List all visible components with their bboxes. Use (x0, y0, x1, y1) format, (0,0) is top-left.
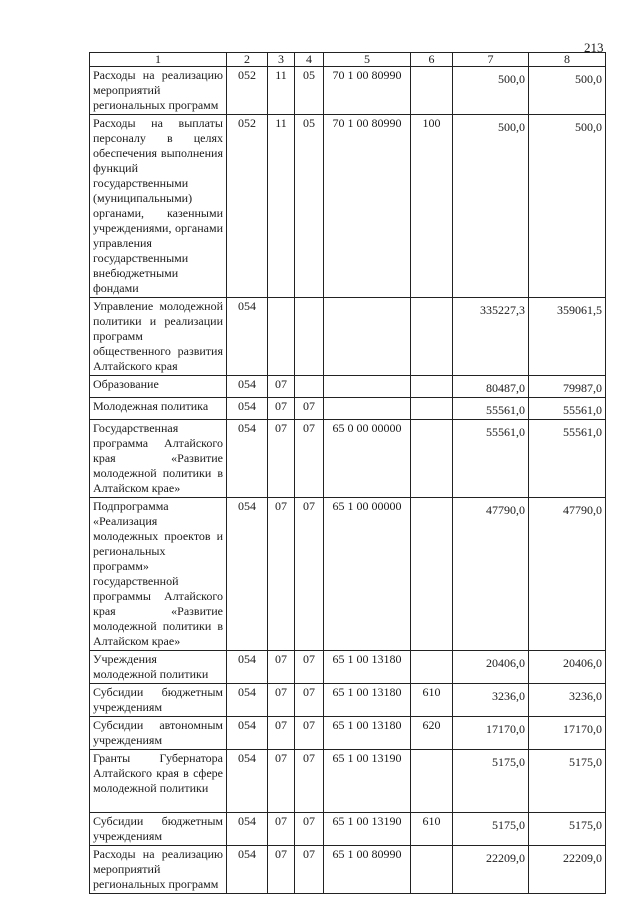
row-amount-col8: 17170,0 (529, 717, 606, 750)
table-row (90, 298, 606, 376)
row-admin-code: 054 (227, 813, 268, 846)
row-amount-col8: 500,0 (529, 67, 606, 115)
row-section-code: 07 (268, 420, 295, 498)
row-target-article: 65 1 00 13180 (324, 651, 411, 684)
row-target-article: 65 1 00 13190 (324, 813, 411, 846)
row-expense-type (411, 67, 453, 115)
row-subsection-code: 07 (295, 684, 324, 717)
row-expense-type: 620 (411, 717, 453, 750)
row-name: Расходы на реализацию мероприятий региональных программ (90, 846, 227, 894)
row-expense-type (411, 420, 453, 498)
table-row (90, 846, 606, 894)
row-amount-col7: 22209,0 (453, 846, 529, 894)
row-subsection-code (295, 298, 324, 376)
row-amount-col8: 5175,0 (529, 813, 606, 846)
row-amount-col8: 3236,0 (529, 684, 606, 717)
row-name: Государственная программа Алтайского края «Развитие молодежной политики в Алтайском крае» (90, 420, 227, 498)
column-header: 2 (227, 53, 268, 67)
row-section-code: 07 (268, 651, 295, 684)
row-subsection-code: 07 (295, 651, 324, 684)
row-expense-type (411, 398, 453, 420)
table-row (90, 398, 606, 420)
table-row (90, 115, 606, 298)
row-target-article: 65 1 00 13180 (324, 717, 411, 750)
row-name: Расходы на выплаты персоналу в целях обеспечения выполнения функций государственными (муниципальными) органами, казенными учреждениями, органами управления государственными внебюджетными фондами (90, 115, 227, 298)
row-admin-code: 052 (227, 67, 268, 115)
row-section-code: 07 (268, 398, 295, 420)
row-admin-code: 054 (227, 684, 268, 717)
row-admin-code: 054 (227, 376, 268, 398)
row-target-article: 70 1 00 80990 (324, 67, 411, 115)
row-amount-col7: 55561,0 (453, 420, 529, 498)
row-expense-type (411, 846, 453, 894)
row-target-article (324, 376, 411, 398)
column-header: 3 (268, 53, 295, 67)
row-expense-type (411, 651, 453, 684)
row-admin-code: 054 (227, 298, 268, 376)
row-section-code: 07 (268, 684, 295, 717)
row-subsection-code: 07 (295, 717, 324, 750)
row-section-code: 07 (268, 717, 295, 750)
row-amount-col7: 335227,3 (453, 298, 529, 376)
row-target-article: 65 1 00 13180 (324, 684, 411, 717)
row-amount-col8: 55561,0 (529, 420, 606, 498)
row-target-article: 65 1 00 80990 (324, 846, 411, 894)
row-admin-code: 054 (227, 717, 268, 750)
row-expense-type (411, 750, 453, 813)
table-row (90, 498, 606, 651)
table-row (90, 750, 606, 813)
row-amount-col7: 3236,0 (453, 684, 529, 717)
column-header: 4 (295, 53, 324, 67)
row-amount-col8: 47790,0 (529, 498, 606, 651)
row-admin-code: 054 (227, 750, 268, 813)
row-admin-code: 054 (227, 651, 268, 684)
page-number: 213 (584, 40, 604, 55)
column-header: 7 (453, 53, 529, 67)
row-amount-col7: 47790,0 (453, 498, 529, 651)
row-section-code: 07 (268, 846, 295, 894)
row-section-code (268, 298, 295, 376)
row-amount-col7: 80487,0 (453, 376, 529, 398)
row-amount-col8: 500,0 (529, 115, 606, 298)
column-header: 5 (324, 53, 411, 67)
table-row (90, 376, 606, 398)
table-header-row (90, 53, 606, 67)
row-name: Субсидии бюджетным учреждениям (90, 813, 227, 846)
column-header: 1 (90, 53, 227, 67)
row-expense-type: 610 (411, 684, 453, 717)
row-amount-col7: 500,0 (453, 67, 529, 115)
row-subsection-code: 07 (295, 398, 324, 420)
row-name: Учреждения молодежной политики (90, 651, 227, 684)
row-subsection-code: 05 (295, 67, 324, 115)
row-subsection-code: 07 (295, 846, 324, 894)
table-row (90, 717, 606, 750)
row-expense-type: 610 (411, 813, 453, 846)
row-amount-col8: 5175,0 (529, 750, 606, 813)
row-admin-code: 054 (227, 498, 268, 651)
row-subsection-code (295, 376, 324, 398)
row-target-article (324, 398, 411, 420)
row-name: Субсидии автономным учреждениям (90, 717, 227, 750)
row-target-article (324, 298, 411, 376)
row-section-code: 11 (268, 67, 295, 115)
table-row (90, 813, 606, 846)
row-amount-col8: 359061,5 (529, 298, 606, 376)
row-section-code: 07 (268, 498, 295, 651)
row-amount-col7: 20406,0 (453, 651, 529, 684)
row-target-article: 65 1 00 00000 (324, 498, 411, 651)
row-amount-col7: 55561,0 (453, 398, 529, 420)
row-amount-col7: 500,0 (453, 115, 529, 298)
row-amount-col7: 17170,0 (453, 717, 529, 750)
row-amount-col8: 20406,0 (529, 651, 606, 684)
row-section-code: 07 (268, 750, 295, 813)
column-header: 6 (411, 53, 453, 67)
row-name: Гранты Губернатора Алтайского края в сфере молодежной политики (90, 750, 227, 813)
row-target-article: 65 1 00 13190 (324, 750, 411, 813)
row-amount-col8: 55561,0 (529, 398, 606, 420)
row-name: Расходы на реализацию мероприятий региональных программ (90, 67, 227, 115)
table-row (90, 67, 606, 115)
row-target-article: 70 1 00 80990 (324, 115, 411, 298)
row-name: Молодежная политика (90, 398, 227, 420)
row-name: Субсидии бюджетным учреждениям (90, 684, 227, 717)
row-subsection-code: 07 (295, 813, 324, 846)
row-amount-col8: 22209,0 (529, 846, 606, 894)
row-subsection-code: 07 (295, 498, 324, 651)
row-name: Подпрограмма «Реализация молодежных проектов и региональных программ» государственной программы Алтайского края «Развитие молодежной политики в Алтайском крае» (90, 498, 227, 651)
row-admin-code: 054 (227, 398, 268, 420)
row-amount-col7: 5175,0 (453, 750, 529, 813)
row-admin-code: 052 (227, 115, 268, 298)
table-row (90, 420, 606, 498)
row-expense-type (411, 298, 453, 376)
row-admin-code: 054 (227, 846, 268, 894)
row-expense-type (411, 376, 453, 398)
row-subsection-code: 07 (295, 420, 324, 498)
column-header: 8 (529, 53, 606, 67)
row-expense-type: 100 (411, 115, 453, 298)
row-expense-type (411, 498, 453, 651)
row-admin-code: 054 (227, 420, 268, 498)
row-subsection-code: 07 (295, 750, 324, 813)
budget-table (89, 52, 606, 894)
row-target-article: 65 0 00 00000 (324, 420, 411, 498)
table-row (90, 684, 606, 717)
row-name: Управление молодежной политики и реализации программ общественного развития Алтайского края (90, 298, 227, 376)
row-subsection-code: 05 (295, 115, 324, 298)
row-section-code: 07 (268, 376, 295, 398)
row-section-code: 11 (268, 115, 295, 298)
table-row (90, 651, 606, 684)
row-amount-col7: 5175,0 (453, 813, 529, 846)
row-section-code: 07 (268, 813, 295, 846)
row-amount-col8: 79987,0 (529, 376, 606, 398)
row-name: Образование (90, 376, 227, 398)
